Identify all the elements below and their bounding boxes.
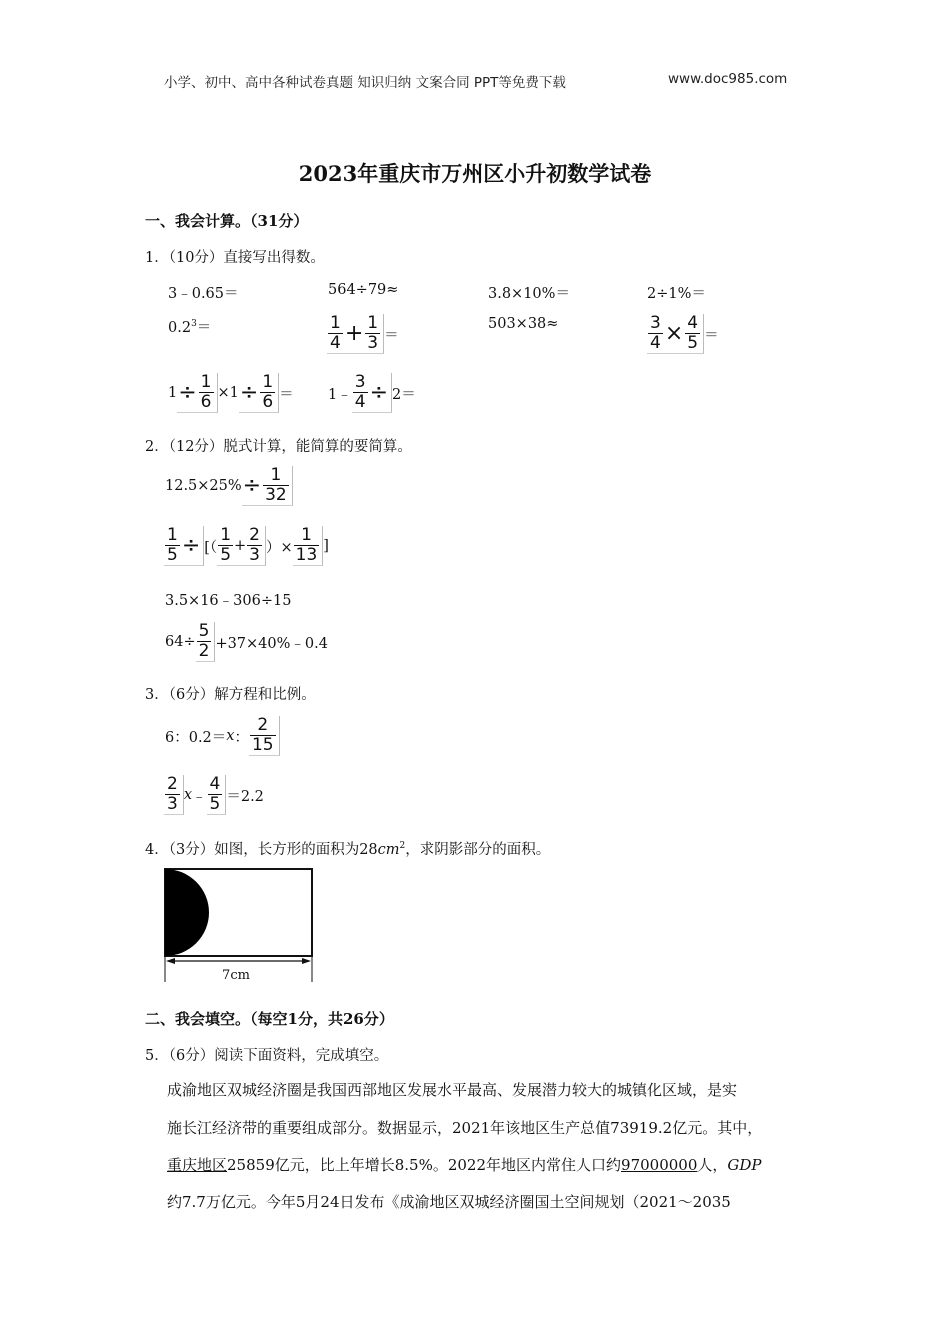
q1-fraction-sum: $\frac{1}{4}$ + $\frac{1}{3}$ ＝	[327, 314, 399, 354]
q1-item: 3﹣0.65＝	[168, 286, 239, 302]
q5-paragraph-line: 重庆地区25859亿元，比上年增长8.5%。2022年地区内常住人口约97000000人，GDP	[167, 1156, 762, 1174]
q1-power-expr: $0.2^3=$	[168, 319, 212, 336]
q5-paragraph-line: 施长江经济带的重要组成部分。数据显示，2021年该地区生产总值73919.2亿元。其中，	[167, 1119, 763, 1137]
q1-item: 503×38≈	[488, 316, 559, 332]
q1-fraction-product: $\frac{3}{4}$ × $\frac{4}{5}$ ＝	[647, 314, 719, 354]
header-site-link[interactable]: www.doc985.com	[668, 71, 788, 87]
section1-heading: 一、我会计算。（31分）	[145, 212, 309, 230]
q1-divide-expr: 1 ÷ $\frac{1}{6}$ ×1 ÷ $\frac{1}{6}$ ＝	[168, 372, 294, 412]
q1-label: 1．（10分）直接写出得数。	[145, 250, 325, 266]
q1-item: 564÷79≈	[328, 282, 399, 298]
q2-label: 2．（12分）脱式计算，能简算的要简算。	[145, 439, 412, 455]
q5-label: 5．（6分）阅读下面资料，完成填空。	[145, 1048, 389, 1064]
q5-paragraph-line: 成渝地区双城经济圈是我国西部地区发展水平最高、发展潜力较大的城镇化区域，是实	[167, 1081, 738, 1099]
q2-expr-2: $\frac{1}{5}$ ÷ [（ $\frac{1}{5}$ + $\frac{2}{3}$ ）× $\frac{1}{13}$ ]	[164, 526, 329, 566]
q4-label: 4．（3分）如图，长方形的面积为$28cm^2$，求阴影部分的面积。	[145, 841, 551, 858]
q1-item: 2÷1%＝	[647, 286, 706, 302]
dimension-label: 7cm	[222, 968, 250, 983]
q1-subtract-expr: 1﹣ $\frac{3}{4}$ ÷ 2＝	[328, 372, 416, 412]
q2-expr-3: 3.5×16﹣306÷15	[165, 593, 292, 609]
q2-expr-1: 12.5×25% ÷ $\frac{1}{32}$	[165, 466, 293, 506]
q3-label: 3．（6分）解方程和比例。	[145, 687, 316, 703]
section2-heading: 二、我会填空。（每空1分，共26分）	[145, 1010, 394, 1028]
arrow-right-icon	[302, 958, 311, 964]
page-title: 2023年重庆市万州区小升初数学试卷	[298, 161, 652, 186]
header-tagline: 小学、初中、高中各种试卷真题 知识归纳 文案合同 PPT等免费下载	[164, 75, 566, 91]
q3-equation-1: 6：0.2＝ x ： $\frac{2}{15}$	[165, 716, 280, 756]
q3-equation-2: $\frac{2}{3}$ x ﹣ $\frac{4}{5}$ ＝2.2	[164, 775, 264, 815]
q1-item: 3.8×10%＝	[488, 286, 570, 302]
q2-expr-4: 64÷ $\frac{5}{2}$ +37×40%﹣0.4	[165, 621, 328, 661]
q5-paragraph-line: 约7.7万亿元。今年5月24日发布《成渝地区双城经济圈国土空间规划（2021～2035	[167, 1193, 731, 1211]
arrow-left-icon	[166, 958, 175, 964]
rectangle-figure	[164, 868, 314, 984]
